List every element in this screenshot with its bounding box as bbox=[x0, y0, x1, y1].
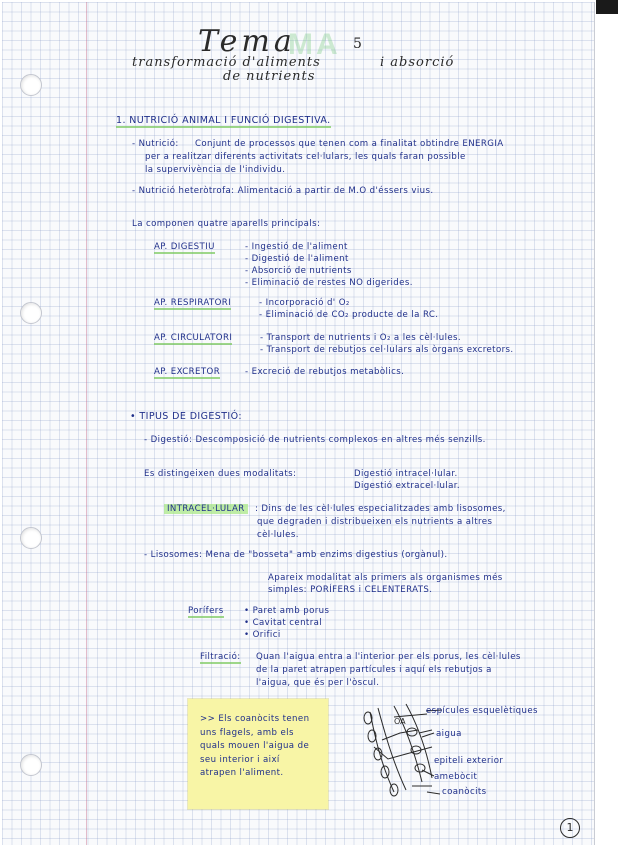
diagram-label: coanòcits bbox=[442, 787, 487, 797]
respiratori-item: - Eliminació de CO₂ producte de la RC. bbox=[259, 310, 439, 320]
binder-tab bbox=[596, 0, 618, 14]
nutricio-def-line1: Conjunt de processos que tenen com a finalitat obtindre ENERGIA bbox=[195, 139, 504, 149]
porifers-item: • Cavitat central bbox=[244, 618, 323, 628]
subtitle-line1-right: i absorció bbox=[380, 55, 455, 70]
page-number: 1 bbox=[560, 818, 580, 838]
digestiu-item: - Digestió de l'aliment bbox=[245, 254, 349, 264]
circulatori-item: - Transport de rebutjos cel·lulars als òrgans excretors. bbox=[260, 345, 514, 355]
excretor-item: - Excreció de rebutjos metabòlics. bbox=[245, 367, 405, 377]
circulatori-item: - Transport de nutrients i O₂ a les cèl·lules. bbox=[260, 333, 462, 343]
sponge-wall-diagram bbox=[2, 2, 594, 845]
digestiu-item: - Absorció de nutrients bbox=[245, 266, 352, 276]
diagram-label: epiteli exterior bbox=[434, 756, 504, 766]
ap-digestiu-label: AP. DIGESTIU bbox=[154, 242, 215, 252]
nutricio-heterotrofa: - Nutrició heteròtrofa: Alimentació a partir de M.O d'éssers vius. bbox=[132, 186, 434, 196]
page-title: Tema bbox=[198, 24, 296, 59]
diagram-label: aigua bbox=[436, 729, 462, 739]
ap-respiratori-label: AP. RESPIRATORI bbox=[154, 298, 232, 308]
topic-number: 5 bbox=[353, 36, 362, 52]
intracel-label: INTRACEL·LULAR bbox=[164, 504, 248, 514]
porifers-item: • Orifici bbox=[244, 630, 281, 640]
filtracio-line2: de la paret atrapen partícules i aquí els rebutjos a bbox=[256, 665, 492, 675]
ap-excretor-label: AP. EXCRETOR bbox=[154, 367, 221, 377]
modalitats-intro: Es distingeixen dues modalitats: bbox=[144, 469, 297, 479]
notebook-page bbox=[2, 2, 594, 845]
apareix-line2: simples: PORÍFERS i CELENTERATS. bbox=[268, 585, 433, 595]
digestiu-item: - Eliminació de restes NO digerides. bbox=[245, 278, 413, 288]
intracel-def-line1: : Dins de les cèl·lules especialitzades amb lisosomes, bbox=[255, 504, 506, 514]
filtracio-line1: Quan l'aigua entra a l'interior per els porus, les cèl·lules bbox=[256, 652, 521, 662]
nutricio-term: - Nutrició: bbox=[132, 139, 179, 149]
nutricio-def-line2: per a realitzar diferents activitats cel·lulars, les quals faran possible bbox=[145, 152, 466, 162]
title-shadow: MA bbox=[288, 28, 341, 61]
subtitle-line2: de nutrients bbox=[223, 69, 316, 84]
modalitat-extracel: Digestió extracel·lular. bbox=[354, 481, 461, 491]
diagram-letters: OA bbox=[394, 717, 406, 726]
digestio-def: - Digestió: Descomposició de nutrients complexos en altres més senzills. bbox=[144, 435, 486, 445]
diagram-label: amebòcit bbox=[434, 772, 478, 782]
diagram-label: espícules esquelètiques bbox=[426, 706, 538, 716]
lisosomes-def: - Lisosomes: Mena de "bosseta" amb enzims digestius (orgànul). bbox=[144, 550, 448, 560]
digestiu-item: - Ingestió de l'aliment bbox=[245, 242, 348, 252]
respiratori-item: - Incorporació d' O₂ bbox=[259, 298, 350, 308]
aparells-intro: La componen quatre aparells principals: bbox=[132, 219, 321, 229]
filtracio-label: Filtració: bbox=[200, 652, 241, 662]
filtracio-line3: l'aigua, que és per l'òscul. bbox=[256, 678, 380, 688]
apareix-line1: Apareix modalitat als primers als organismes més bbox=[268, 573, 503, 583]
subtitle-line1: transformació d'aliments bbox=[132, 55, 321, 70]
section2-heading: • TIPUS DE DIGESTIÓ: bbox=[130, 411, 242, 422]
intracel-def-line2: que degraden i distribueixen els nutrients a altres bbox=[257, 517, 493, 527]
intracel-def-line3: cèl·lules. bbox=[257, 530, 299, 540]
modalitat-intracel: Digestió intracel·lular. bbox=[354, 469, 458, 479]
ap-circulatori-label: AP. CIRCULATORI bbox=[154, 333, 233, 343]
nutricio-def-line3: la supervivència de l'individu. bbox=[145, 165, 286, 175]
section1-heading: 1. NUTRICIÓ ANIMAL I FUNCIÓ DIGESTIVA. bbox=[116, 115, 331, 126]
porifers-item: • Paret amb porus bbox=[244, 606, 330, 616]
porifers-label: Porífers bbox=[188, 606, 224, 616]
sticky-note-text: >> Els coanòcits tenen uns flagels, amb els quals mouen l'aigua de seu interior i així atrapen l'aliment. bbox=[200, 714, 310, 778]
